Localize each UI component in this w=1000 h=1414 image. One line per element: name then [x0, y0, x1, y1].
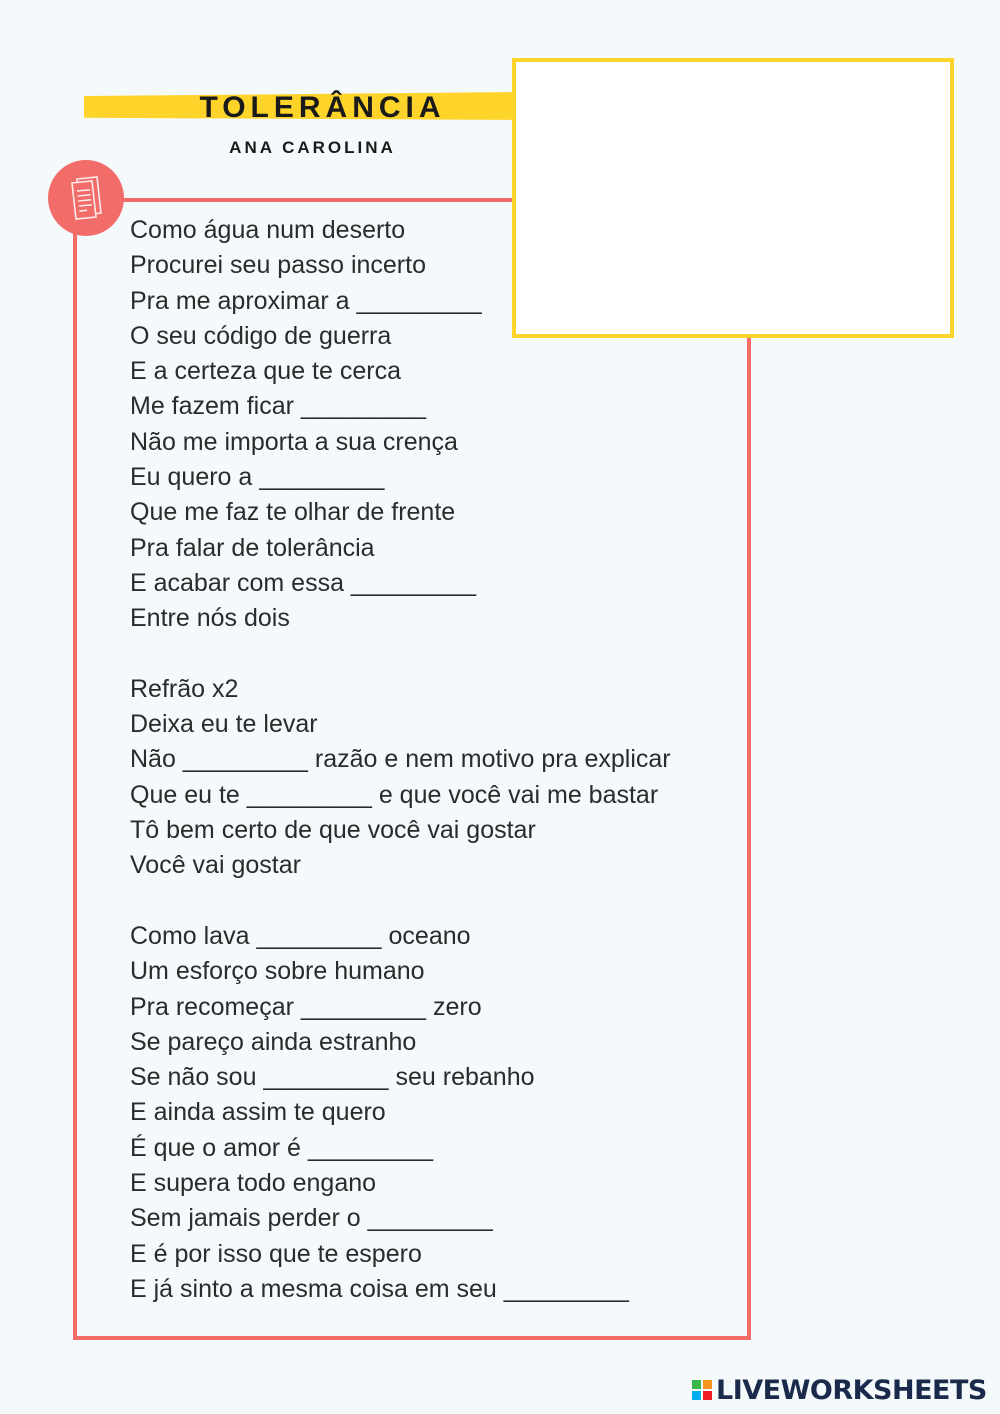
lyric-line: Tô bem certo de que você vai gostar [130, 816, 536, 845]
stanza-spacer [130, 637, 730, 672]
lyric-line: E acabar com essa _________ [130, 568, 477, 597]
logo-square [692, 1380, 701, 1389]
lyric-line: Se não sou _________ seu rebanho [130, 1063, 535, 1092]
lyric-line: Entre nós dois [130, 604, 290, 633]
lyric-line: Não _________ razão e nem motivo pra explicar [130, 745, 671, 774]
logo-square [703, 1380, 712, 1389]
lyrics-text [130, 213, 730, 1307]
lyric-line: Se pareço ainda estranho [130, 1027, 417, 1056]
lyric-line: Pra recomeçar _________ zero [130, 992, 482, 1021]
lyric-line: Me fazem ficar _________ [130, 392, 427, 421]
lyric-line: Pra falar de tolerância [130, 533, 375, 562]
logo-mark-icon [692, 1380, 712, 1400]
lyric-line: Eu quero a _________ [130, 463, 385, 492]
lyric-line: É que o amor é _________ [130, 1133, 434, 1162]
lyric-line: Pra me aproximar a _________ [130, 286, 482, 315]
lyric-line: E ainda assim te quero [130, 1098, 386, 1127]
lyric-line: Procurei seu passo incerto [130, 251, 426, 280]
lyric-line: O seu código de guerra [130, 321, 392, 350]
lyric-line: Você vai gostar [130, 851, 301, 880]
lyric-line: E já sinto a mesma coisa em seu _________ [130, 1274, 629, 1303]
document-badge [48, 160, 124, 236]
lyric-line: Sem jamais perder o _________ [130, 1204, 493, 1233]
document-icon [63, 173, 109, 223]
page-title: TOLERÂNCIA [199, 91, 446, 124]
lyric-line: Um esforço sobre humano [130, 957, 425, 986]
logo-text: LIVEWORKSHEETS [716, 1374, 987, 1406]
lyric-line: Não me importa a sua crença [130, 427, 458, 456]
logo-square [692, 1391, 701, 1400]
lyric-line: E é por isso que te espero [130, 1239, 422, 1268]
lyric-line: Refrão x2 [130, 674, 239, 703]
lyric-line: E supera todo engano [130, 1169, 377, 1198]
lyric-line: Que me faz te olhar de frente [130, 498, 456, 527]
lyric-line: Que eu te _________ e que você vai me bastar [130, 780, 659, 809]
logo-square [703, 1391, 712, 1400]
lyric-line: Como água num deserto [130, 216, 406, 244]
artist-name: ANA CAROLINA [229, 138, 396, 157]
lyric-line: E a certeza que te cerca [130, 357, 401, 386]
liveworksheets-logo [692, 1376, 987, 1404]
lyric-line: Deixa eu te levar [130, 710, 318, 739]
lyric-line: Como lava _________ oceano [130, 921, 471, 950]
stanza-spacer [130, 884, 730, 919]
